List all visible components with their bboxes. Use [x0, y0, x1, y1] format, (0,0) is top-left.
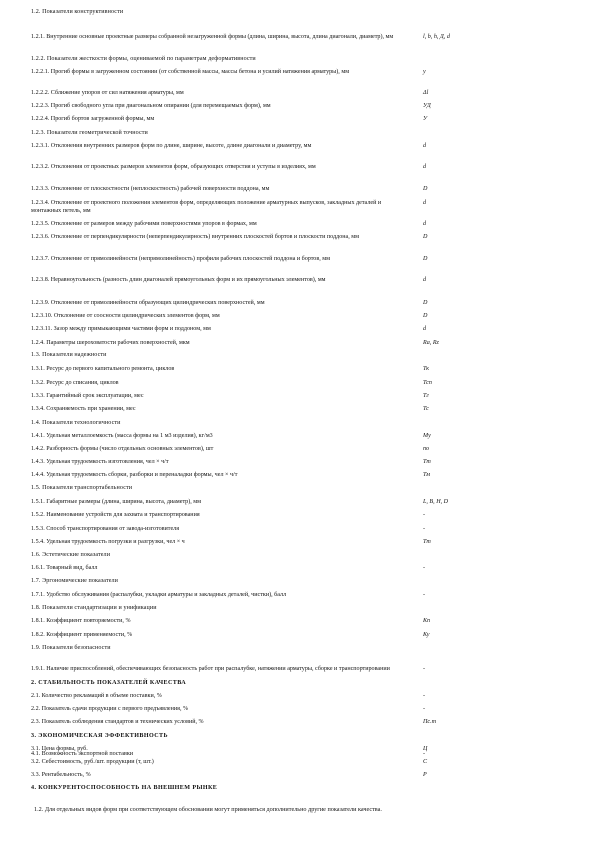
- indicator-row: [31, 103, 571, 111]
- section-heading-row: [31, 420, 571, 428]
- indicator-row: [31, 459, 571, 467]
- indicator-row: [31, 512, 571, 520]
- indicator-row: [31, 592, 571, 600]
- indicator-row: [31, 90, 571, 98]
- indicator-label: 1.2.3.6. Отклонение от перпендикулярности (неперпендикулярность) внутренних плоскостей бортов и плоскости поддона, мм: [31, 234, 360, 240]
- indicator-row: [31, 366, 571, 374]
- indicator-symbol: Тсп: [423, 380, 432, 386]
- indicator-symbol: С: [423, 759, 428, 765]
- indicator-label: 2. СТАБИЛЬНОСТЬ ПОКАЗАТЕЛЕЙ КАЧЕСТВА: [31, 680, 187, 686]
- indicator-label: 2.2. Показатель сдачи продукции с первого предъявления, %: [31, 706, 189, 712]
- indicator-row: [31, 632, 571, 640]
- section-heading-row: [31, 56, 571, 64]
- indicator-symbol: -: [423, 526, 426, 532]
- indicator-label: 1.6.1. Товарный вид, балл: [31, 565, 98, 571]
- indicator-row: [31, 340, 571, 348]
- indicator-label: 1.8.2. Коэффициент применяемости, %: [31, 632, 133, 638]
- indicator-label: 1.2.3.2. Отклонения от проектных размеров элементов форм, образующих отверстия и уступы в изделиях, мм: [31, 164, 316, 170]
- indicator-label: 1.3.4. Сохраняемость при хранении, мес: [31, 406, 136, 412]
- indicator-label: 1.2.3. Показатели геометрической точности: [31, 130, 148, 136]
- indicator-label: 1.2.3.8. Неравноугольность (разность длин диагоналей прямоугольных форм и их прямоугольных элементов), мм: [31, 277, 326, 283]
- indicator-label: 1.3.1. Ресурс до первого капитального ремонта, циклов: [31, 366, 175, 372]
- indicator-row: [31, 751, 571, 759]
- indicator-label: 1.2.3.4. Отклонение от проектного положения элементов форм, определяющих положение арматурных выпусков, закладных деталей и монтажных петель, мм: [31, 200, 382, 214]
- indicator-row: [31, 472, 571, 480]
- indicator-label: 3. ЭКОНОМИЧЕСКАЯ ЭФФЕКТИВНОСТЬ: [31, 733, 168, 739]
- indicator-symbol: D: [423, 256, 428, 262]
- indicator-label: 1.2. Показатели конструктивности: [31, 9, 124, 15]
- indicator-row: [31, 256, 571, 264]
- indicator-label: 1.8.1. Коэффициент повторяемости, %: [31, 618, 131, 624]
- section-heading-row: [31, 130, 571, 138]
- indicator-symbol: Тт: [423, 459, 431, 465]
- indicator-label: 1.5.1. Габаритные размеры (длина, ширина, высота, диаметр), мм: [31, 499, 202, 505]
- indicator-row: [31, 499, 571, 507]
- indicator-row: [31, 706, 571, 714]
- indicator-label: 1.2.1. Внутренние основные проектные размеры собранной незагруженной формы (длина, ширина, высота, длина диагонали, диаметр), мм: [31, 34, 394, 40]
- section-heading-row: [31, 680, 571, 688]
- indicator-symbol: Тм: [423, 472, 431, 478]
- section-heading-row: [31, 485, 571, 493]
- indicator-symbol: -: [423, 666, 426, 672]
- section-heading-row: [31, 552, 571, 560]
- indicator-symbol: Тт: [423, 539, 431, 545]
- indicator-symbol: Р: [423, 772, 427, 778]
- indicator-symbol: Тг: [423, 393, 429, 399]
- indicator-row: [31, 393, 571, 401]
- indicator-row: [31, 116, 571, 124]
- indicator-symbol: d: [423, 143, 427, 149]
- indicator-row: [31, 313, 571, 321]
- indicator-symbol: D: [423, 234, 428, 240]
- indicator-label: 4. КОНКУРЕНТОСПОСОБНОСТЬ НА ВНЕШНЕМ РЫНКЕ: [31, 785, 218, 791]
- indicator-symbol: l, b, h, Д, d: [423, 34, 450, 40]
- indicator-label: 2.1. Количество рекламаций в объеме поставки, %: [31, 693, 162, 699]
- indicator-label: 3.1. Цена формы, руб.: [31, 746, 88, 752]
- indicator-label: 1.5. Показатели транспортабельности: [31, 485, 133, 491]
- indicator-symbol: У: [423, 116, 428, 122]
- indicator-symbol: -: [423, 706, 426, 712]
- indicator-label: 4.1. Возможность экспортной поставки: [31, 751, 134, 757]
- indicator-row: [31, 618, 571, 626]
- indicator-row: [31, 526, 571, 534]
- indicator-symbol: Тс: [423, 406, 429, 412]
- indicator-symbol: L, B, H, D: [423, 499, 449, 505]
- indicator-label: 1.2.3.1. Отклонения внутренних размеров форм по длине, ширине, высоте, длине диагонали и диаметру, мм: [31, 143, 312, 149]
- section-heading-row: [31, 9, 571, 17]
- indicator-symbol: D: [423, 186, 428, 192]
- section-heading-row: [31, 733, 571, 741]
- indicator-symbol: Тк: [423, 366, 430, 372]
- indicator-label: 1.2.3.11. Зазор между примыкающими частями форм и поддоном, мм: [31, 326, 211, 332]
- indicator-label: 1.3.3. Гарантийный срок эксплуатации, мес: [31, 393, 144, 399]
- indicator-label: 1.4.3. Удельная трудоемкость изготовления, чел × ч/т: [31, 459, 169, 465]
- indicator-label: 2.3. Показатель соблюдения стандартов и технических условий, %: [31, 719, 204, 725]
- indicator-label: 1.7.1. Удобство обслуживания (распалубки, укладки арматуры и закладных деталей, чистки), балл: [31, 592, 287, 598]
- indicator-label: 1.2.2.3. Прогиб свободного угла при диагональном опирании (для перемещаемых форм), мм: [31, 103, 271, 109]
- indicator-row: [31, 666, 571, 674]
- indicator-label: 1.4.2. Разборность формы (число отдельных основных элементов), шт: [31, 446, 214, 452]
- indicator-row: [31, 186, 571, 194]
- indicator-symbol: d: [423, 200, 427, 206]
- indicator-row: [31, 406, 571, 414]
- indicator-label: 1.2.4. Параметры шероховатости рабочих поверхностей, мкм: [31, 340, 190, 346]
- indicator-label: 1.2.3.10. Отклонение от соосности цилиндрических элементов форм, мм: [31, 313, 220, 319]
- indicator-symbol: D: [423, 313, 428, 319]
- indicator-symbol: -: [423, 512, 426, 518]
- indicator-row: [31, 234, 571, 242]
- indicator-row: [31, 380, 571, 388]
- indicator-symbol: d: [423, 164, 427, 170]
- indicator-symbol: Ку: [423, 632, 430, 638]
- section-heading-row: [31, 785, 571, 793]
- indicator-label: 1.4. Показатели технологичности: [31, 420, 121, 426]
- indicator-label: 1.2.3.9. Отклонение от прямолинейности образующих цилиндрических поверхностей, мм: [31, 300, 265, 306]
- indicator-symbol: y: [423, 69, 426, 75]
- footnote: 1.2. Для отдельных видов форм при соответствующем обосновании могут применяться дополнительно другие показатели качества.: [34, 806, 382, 813]
- indicator-label: 1.5.3. Способ транспортирования от завода-изготовителя: [31, 526, 179, 532]
- indicator-row: [31, 539, 571, 547]
- indicator-row: [31, 221, 571, 229]
- indicator-symbol: Δl: [423, 90, 429, 96]
- indicator-row: [31, 772, 571, 780]
- indicator-label: 1.2.2.1. Прогиб формы в загруженном состоянии (от собственной массы, массы бетона и усилий натяжения арматуры), мм: [31, 69, 350, 75]
- indicator-label: 1.9.1. Наличие приспособлений, обеспечивающих безопасность работ при распалубке, натяжении арматуры, сборке и транспортировании: [31, 666, 390, 672]
- indicator-symbol: -: [423, 751, 426, 757]
- indicator-symbol: d: [423, 221, 427, 227]
- indicator-row: [31, 433, 571, 441]
- indicator-label: 1.2.3.3. Отклонение от плоскостности (неплоскостность) рабочей поверхности поддона, мм: [31, 186, 270, 192]
- indicator-symbol: d: [423, 326, 427, 332]
- indicator-label: 3.2. Себестоимость, руб./шт. продукции (т, шт.): [31, 759, 154, 765]
- indicator-row: [31, 143, 571, 151]
- indicator-symbol: УД: [423, 103, 431, 109]
- indicator-label: 1.4.4. Удельная трудоемкость сборки, разборки и переналадки формы, чел × ч/т: [31, 472, 238, 478]
- indicator-row: [31, 719, 571, 727]
- section-heading-row: [31, 605, 571, 613]
- indicator-label: 1.2.3.5. Отклонение от размеров между рабочими поверхностями упоров в формах, мм: [31, 221, 257, 227]
- indicator-symbol: Кп: [423, 618, 431, 624]
- indicator-symbol: -: [423, 592, 426, 598]
- indicator-symbol: Ц: [423, 746, 428, 752]
- indicator-row: [31, 326, 571, 334]
- indicator-row: [31, 34, 571, 42]
- indicator-row: [31, 200, 571, 216]
- indicator-row: [31, 277, 571, 285]
- indicator-symbol: -: [423, 565, 426, 571]
- indicator-label: 3.3. Рентабельность, %: [31, 772, 91, 778]
- indicator-symbol: d: [423, 277, 427, 283]
- indicator-symbol: nо: [423, 446, 430, 452]
- indicator-label: 1.5.2. Наименование устройств для захвата и транспортирования: [31, 512, 200, 518]
- indicator-label: 1.5.4. Удельная трудоемкость погрузки и разгрузки, чел × ч: [31, 539, 185, 545]
- indicator-row: [31, 446, 571, 454]
- indicator-symbol: Му: [423, 433, 431, 439]
- indicator-label: 1.9. Показатели безопасности: [31, 645, 111, 651]
- indicator-row: [31, 759, 571, 767]
- indicator-row: [31, 300, 571, 308]
- indicator-label: 1.2.3.7. Отклонение от прямолинейности (непрямолинейность) профиля рабочих плоскостей поддона и бортов, мм: [31, 256, 330, 262]
- indicator-label: 1.2.2. Показатели жесткости формы, оцениваемой по параметрам деформативности: [31, 56, 256, 62]
- indicator-symbol: Ra, Rz: [423, 340, 439, 346]
- section-heading-row: [31, 645, 571, 653]
- indicator-row: [31, 565, 571, 573]
- indicator-row: [31, 164, 571, 172]
- indicator-label: 1.3. Показатели надежности: [31, 352, 107, 358]
- indicator-symbol: Пс.т: [423, 719, 437, 725]
- section-heading-row: [31, 578, 571, 586]
- indicator-row: [31, 69, 571, 77]
- indicator-symbol: -: [423, 693, 426, 699]
- indicator-label: 1.3.2. Ресурс до списания, циклов: [31, 380, 119, 386]
- indicator-label: 1.2.2.2. Сближение упоров от сил натяжения арматуры, мм: [31, 90, 184, 96]
- indicator-label: 1.7. Эргономические показатели: [31, 578, 119, 584]
- indicator-label: 1.6. Эстетические показатели: [31, 552, 111, 558]
- indicator-label: 1.4.1. Удельная металлоемкость (масса формы на 1 м3 изделия), кг/м3: [31, 433, 213, 439]
- indicator-label: 1.2.2.4. Прогиб бортов загруженной формы, мм: [31, 116, 155, 122]
- indicator-row: [31, 693, 571, 701]
- indicator-label: 1.8. Показатели стандартизации и унификации: [31, 605, 157, 611]
- indicator-symbol: D: [423, 300, 428, 306]
- section-heading-row: [31, 352, 571, 360]
